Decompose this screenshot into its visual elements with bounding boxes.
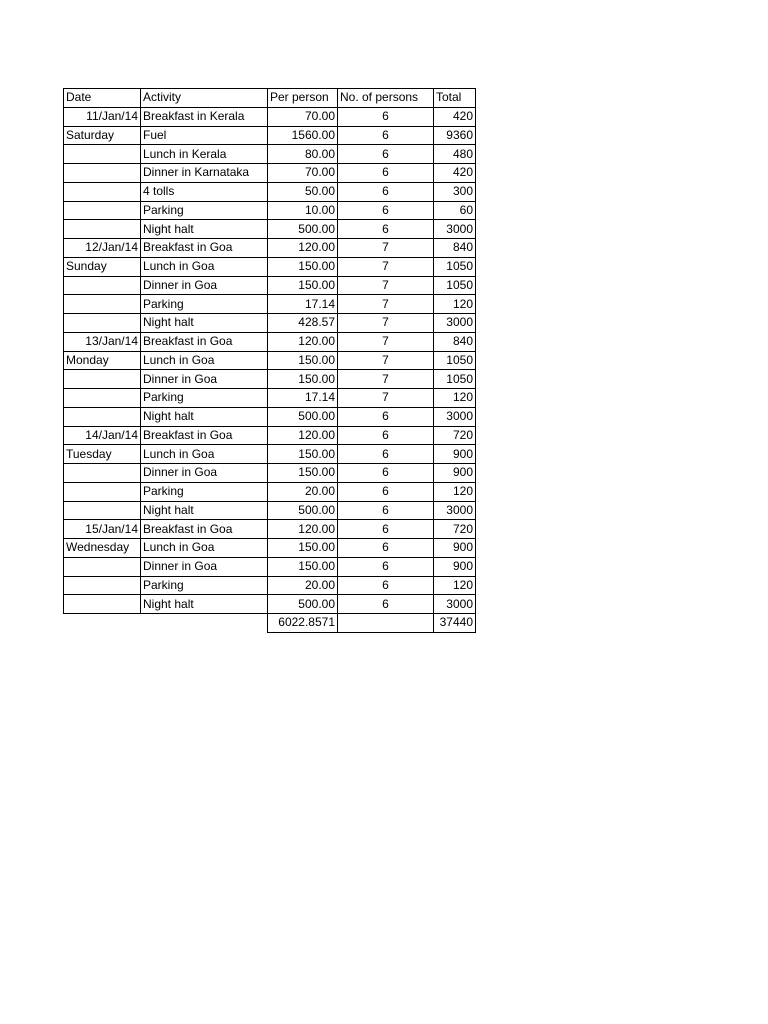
cell-persons: 7	[338, 276, 434, 295]
cell-date	[64, 276, 141, 295]
cell-activity: Dinner in Goa	[141, 464, 268, 483]
cell-activity: Night halt	[141, 595, 268, 614]
cell-total: 1050	[434, 370, 476, 389]
cell-persons: 6	[338, 220, 434, 239]
cell-total: 900	[434, 539, 476, 558]
cell-total: 1050	[434, 257, 476, 276]
cell-per-person: 150.00	[268, 539, 338, 558]
cell-per-person: 150.00	[268, 445, 338, 464]
cell-per-person: 500.00	[268, 220, 338, 239]
cell-persons: 6	[338, 501, 434, 520]
cell-activity: Dinner in Goa	[141, 370, 268, 389]
cell-persons: 6	[338, 595, 434, 614]
cell-persons: 6	[338, 126, 434, 145]
cell-persons: 6	[338, 464, 434, 483]
cell-total: 60	[434, 201, 476, 220]
cell-persons: 6	[338, 576, 434, 595]
cell-per-person: 500.00	[268, 595, 338, 614]
cell-activity: 4 tolls	[141, 182, 268, 201]
cell-per-person: 500.00	[268, 407, 338, 426]
table-row	[64, 576, 476, 595]
cell-total: 3000	[434, 314, 476, 333]
cell-date	[64, 557, 141, 576]
cell-date: Tuesday	[64, 445, 141, 464]
cell-total: 720	[434, 520, 476, 539]
cell-activity: Night halt	[141, 407, 268, 426]
table-row	[64, 595, 476, 614]
cell-persons: 6	[338, 107, 434, 126]
cell-date: Saturday	[64, 126, 141, 145]
table-row	[64, 239, 476, 258]
cell-activity: Breakfast in Goa	[141, 239, 268, 258]
cell-date	[64, 201, 141, 220]
cell-persons: 7	[338, 239, 434, 258]
cell-total: 480	[434, 145, 476, 164]
cell-total: 3000	[434, 595, 476, 614]
cell-activity: Parking	[141, 482, 268, 501]
cell-persons: 6	[338, 539, 434, 558]
cell-total: 3000	[434, 501, 476, 520]
cell-activity: Breakfast in Kerala	[141, 107, 268, 126]
cell-per-person: 120.00	[268, 239, 338, 258]
cell-total: 120	[434, 295, 476, 314]
totals-total: 37440	[434, 614, 476, 633]
cell-activity: Breakfast in Goa	[141, 426, 268, 445]
cell-persons: 6	[338, 426, 434, 445]
cell-date	[64, 464, 141, 483]
cell-per-person: 500.00	[268, 501, 338, 520]
cell-date	[64, 145, 141, 164]
cell-activity: Fuel	[141, 126, 268, 145]
cell-persons: 7	[338, 389, 434, 408]
header-date: Date	[64, 89, 141, 108]
cell-persons: 6	[338, 445, 434, 464]
cell-per-person: 17.14	[268, 295, 338, 314]
cell-total: 120	[434, 482, 476, 501]
table-row	[64, 445, 476, 464]
table-row	[64, 220, 476, 239]
table-row	[64, 482, 476, 501]
cell-activity: Dinner in Goa	[141, 276, 268, 295]
cell-per-person: 17.14	[268, 389, 338, 408]
cell-activity: Dinner in Goa	[141, 557, 268, 576]
cell-per-person: 120.00	[268, 332, 338, 351]
cell-date: 15/Jan/14	[64, 520, 141, 539]
table-row	[64, 370, 476, 389]
cell-date: 14/Jan/14	[64, 426, 141, 445]
cell-per-person: 10.00	[268, 201, 338, 220]
table-row	[64, 557, 476, 576]
cell-persons: 7	[338, 332, 434, 351]
cell-activity: Lunch in Goa	[141, 539, 268, 558]
table-row	[64, 126, 476, 145]
cell-total: 9360	[434, 126, 476, 145]
cell-persons: 6	[338, 520, 434, 539]
cell-total: 3000	[434, 220, 476, 239]
cell-activity: Breakfast in Goa	[141, 520, 268, 539]
table-body	[64, 107, 476, 613]
header-persons: No. of persons	[338, 89, 434, 108]
cell-date	[64, 182, 141, 201]
totals-spacer-date	[64, 614, 141, 633]
cell-activity: Lunch in Kerala	[141, 145, 268, 164]
totals-per-person: 6022.8571	[268, 614, 338, 633]
cell-total: 840	[434, 332, 476, 351]
cell-activity: Lunch in Goa	[141, 445, 268, 464]
cell-per-person: 150.00	[268, 557, 338, 576]
cell-date	[64, 164, 141, 183]
cell-persons: 6	[338, 557, 434, 576]
cell-total: 1050	[434, 276, 476, 295]
table-row	[64, 314, 476, 333]
cell-date: Wednesday	[64, 539, 141, 558]
table-row	[64, 295, 476, 314]
cell-date	[64, 295, 141, 314]
cell-date	[64, 407, 141, 426]
table-row	[64, 520, 476, 539]
cell-date: 11/Jan/14	[64, 107, 141, 126]
cell-total: 1050	[434, 351, 476, 370]
cell-date	[64, 576, 141, 595]
cell-activity: Night halt	[141, 220, 268, 239]
table-row	[64, 351, 476, 370]
cell-per-person: 150.00	[268, 257, 338, 276]
cell-date: Sunday	[64, 257, 141, 276]
cell-total: 720	[434, 426, 476, 445]
cell-total: 300	[434, 182, 476, 201]
table-row	[64, 407, 476, 426]
totals-spacer-activity	[141, 614, 268, 633]
cell-date	[64, 482, 141, 501]
cell-per-person: 150.00	[268, 370, 338, 389]
cell-date: Monday	[64, 351, 141, 370]
cell-activity: Breakfast in Goa	[141, 332, 268, 351]
header-total: Total	[434, 89, 476, 108]
totals-persons	[338, 614, 434, 633]
cell-per-person: 20.00	[268, 576, 338, 595]
table-row	[64, 389, 476, 408]
cell-total: 900	[434, 445, 476, 464]
cell-activity: Parking	[141, 295, 268, 314]
cell-persons: 6	[338, 164, 434, 183]
cell-activity: Parking	[141, 576, 268, 595]
header-activity: Activity	[141, 89, 268, 108]
table-row	[64, 276, 476, 295]
cell-persons: 7	[338, 351, 434, 370]
cell-activity: Lunch in Goa	[141, 257, 268, 276]
cell-date: 13/Jan/14	[64, 332, 141, 351]
cell-per-person: 80.00	[268, 145, 338, 164]
cell-total: 900	[434, 557, 476, 576]
cell-per-person: 70.00	[268, 107, 338, 126]
cell-activity: Parking	[141, 201, 268, 220]
cell-date	[64, 370, 141, 389]
table-row	[64, 539, 476, 558]
cell-per-person: 50.00	[268, 182, 338, 201]
cell-per-person: 150.00	[268, 351, 338, 370]
cell-date	[64, 595, 141, 614]
cell-persons: 7	[338, 295, 434, 314]
cell-total: 420	[434, 107, 476, 126]
cell-per-person: 1560.00	[268, 126, 338, 145]
table-row	[64, 426, 476, 445]
cell-persons: 6	[338, 407, 434, 426]
table-row	[64, 145, 476, 164]
cell-activity: Parking	[141, 389, 268, 408]
cell-date	[64, 389, 141, 408]
cell-persons: 7	[338, 314, 434, 333]
cell-per-person: 428.57	[268, 314, 338, 333]
cell-total: 900	[434, 464, 476, 483]
cell-date: 12/Jan/14	[64, 239, 141, 258]
cell-date	[64, 501, 141, 520]
cell-persons: 7	[338, 257, 434, 276]
cell-per-person: 20.00	[268, 482, 338, 501]
table-row	[64, 182, 476, 201]
cell-persons: 6	[338, 482, 434, 501]
table-row	[64, 257, 476, 276]
cell-per-person: 150.00	[268, 276, 338, 295]
cell-total: 420	[434, 164, 476, 183]
table-row	[64, 164, 476, 183]
cell-per-person: 120.00	[268, 426, 338, 445]
header-row	[64, 89, 476, 108]
cell-per-person: 120.00	[268, 520, 338, 539]
header-per-person: Per person	[268, 89, 338, 108]
cell-total: 3000	[434, 407, 476, 426]
table-row	[64, 107, 476, 126]
cell-persons: 6	[338, 182, 434, 201]
table-row	[64, 501, 476, 520]
expense-table	[63, 88, 476, 633]
cell-total: 840	[434, 239, 476, 258]
cell-activity: Night halt	[141, 501, 268, 520]
cell-total: 120	[434, 389, 476, 408]
cell-persons: 6	[338, 201, 434, 220]
cell-activity: Night halt	[141, 314, 268, 333]
table-row	[64, 201, 476, 220]
cell-per-person: 150.00	[268, 464, 338, 483]
cell-date	[64, 314, 141, 333]
cell-persons: 7	[338, 370, 434, 389]
table-row	[64, 464, 476, 483]
cell-date	[64, 220, 141, 239]
cell-per-person: 70.00	[268, 164, 338, 183]
cell-activity: Dinner in Karnataka	[141, 164, 268, 183]
table-row	[64, 332, 476, 351]
cell-persons: 6	[338, 145, 434, 164]
cell-activity: Lunch in Goa	[141, 351, 268, 370]
totals-row	[64, 614, 476, 633]
cell-total: 120	[434, 576, 476, 595]
